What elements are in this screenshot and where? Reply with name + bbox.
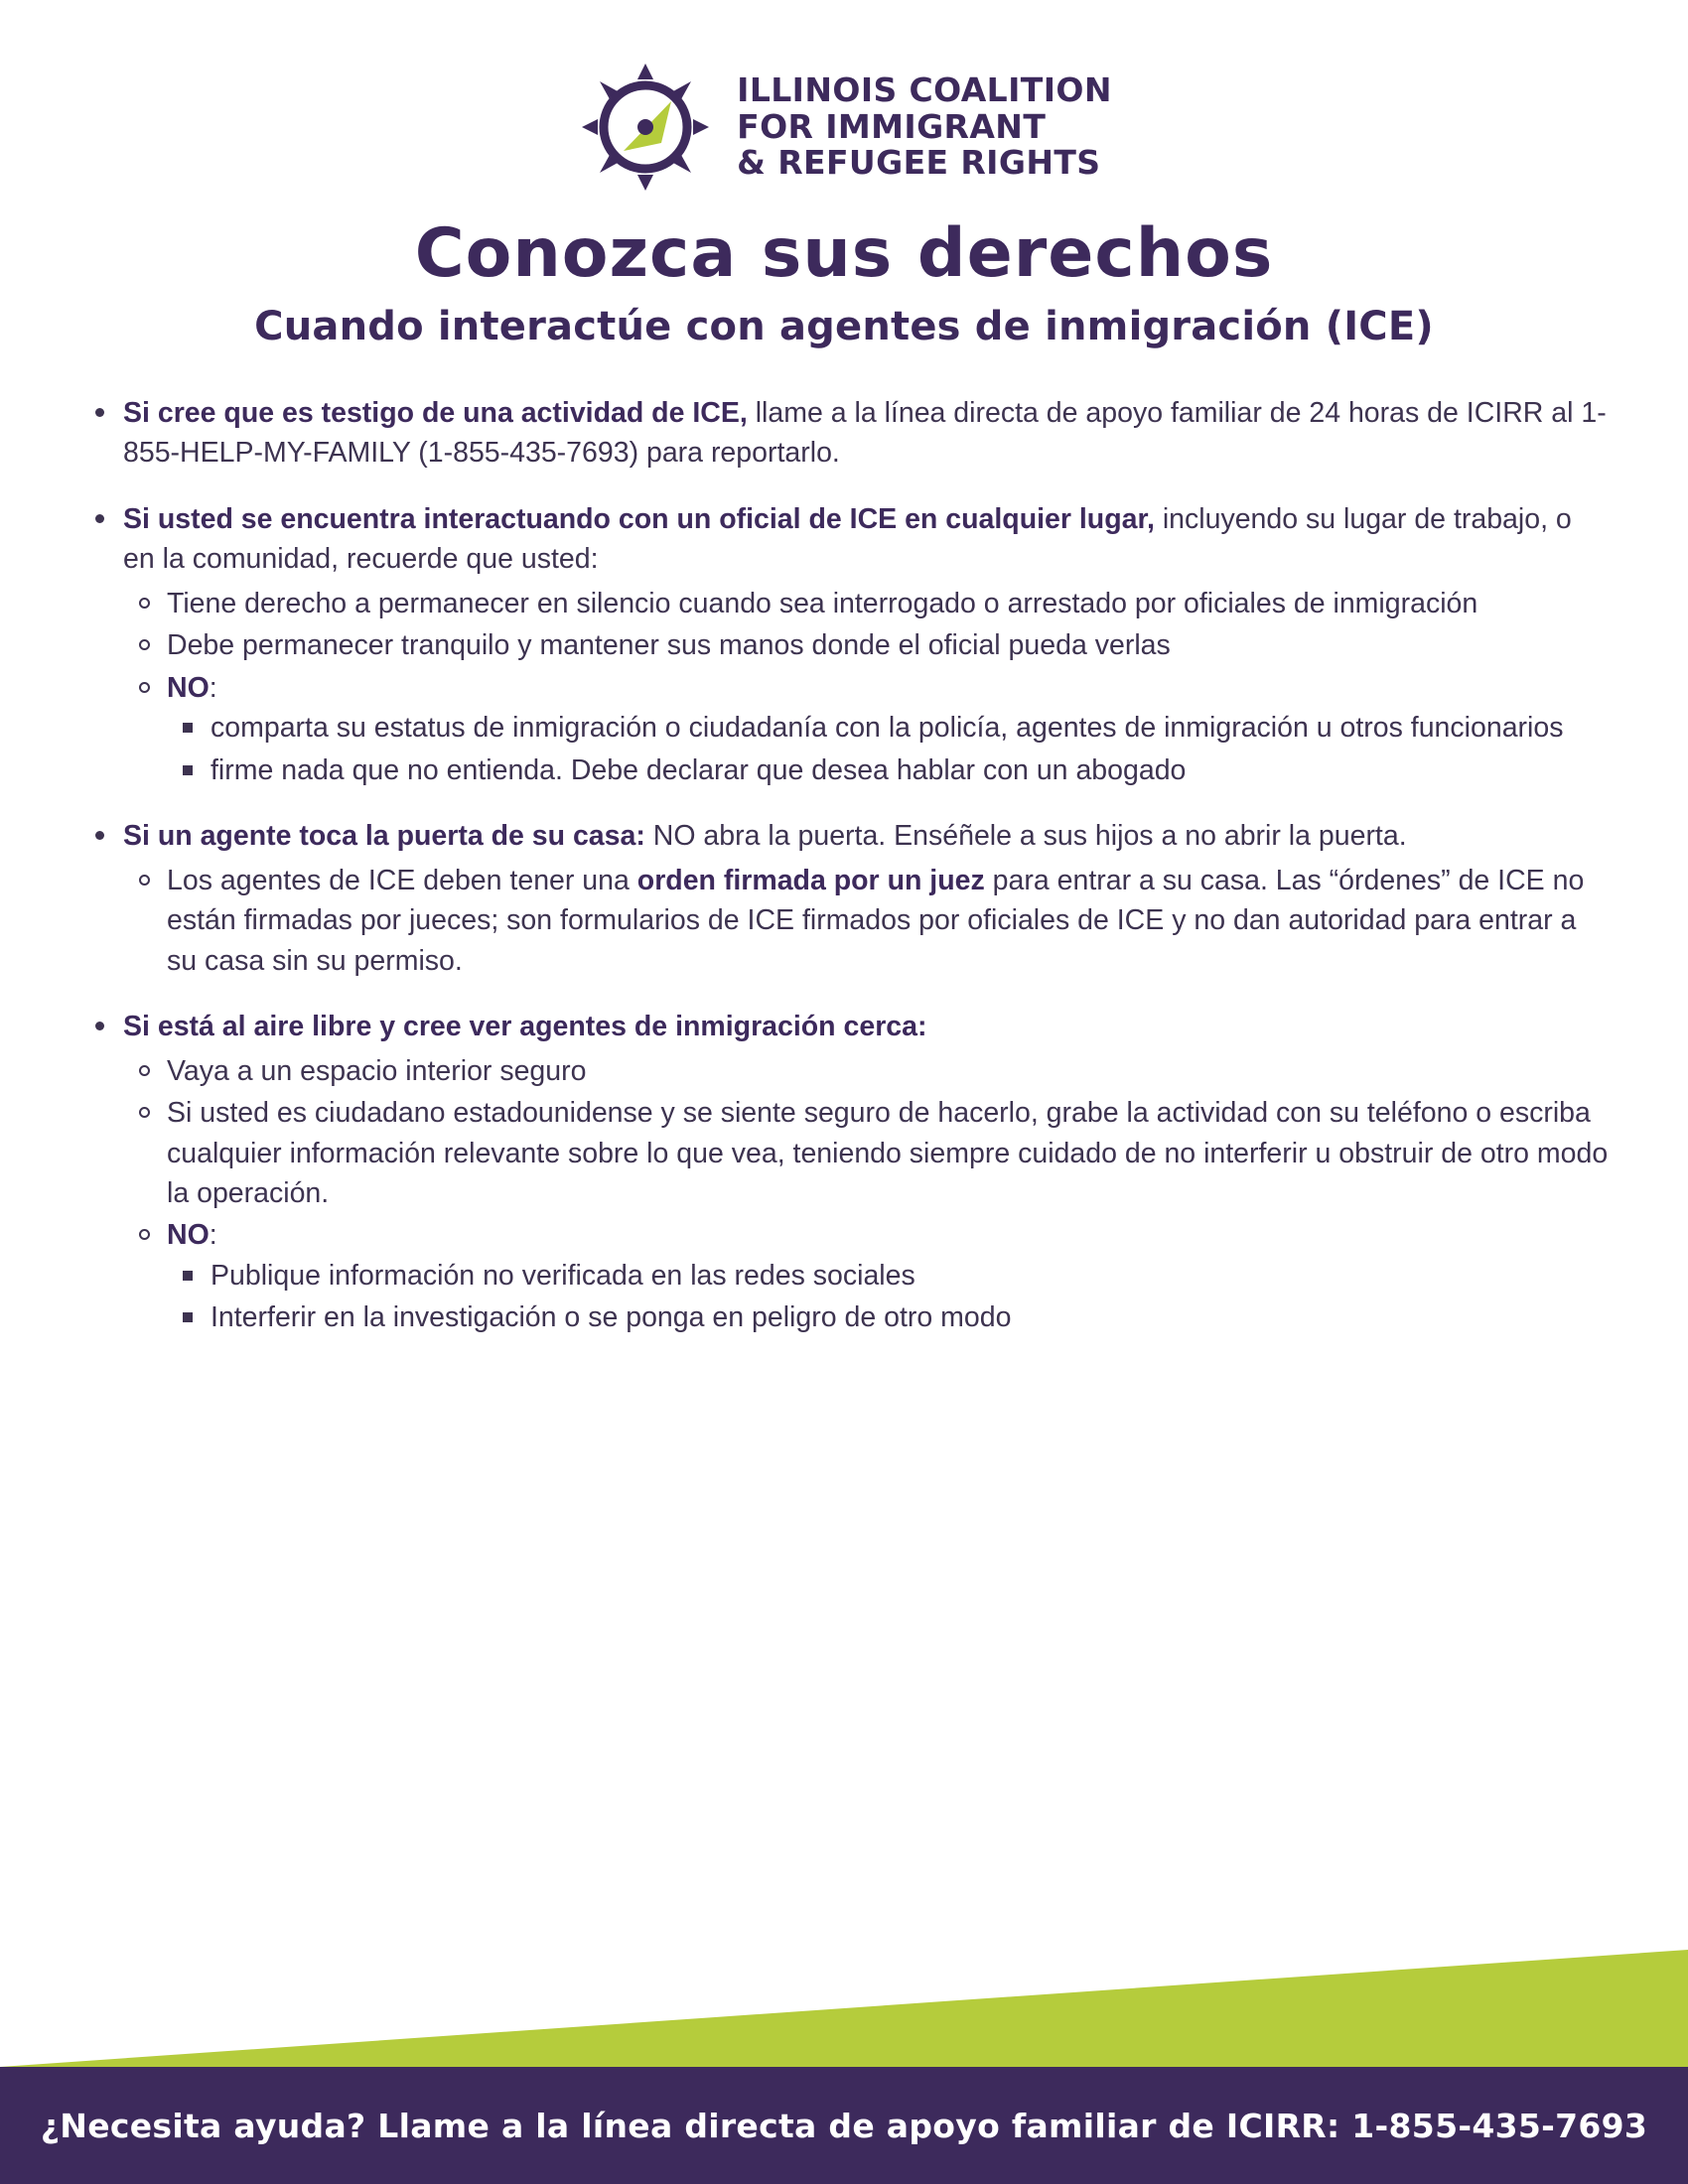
- footer-hotline-text: ¿Necesita ayuda? Llame a la línea directa de apoyo familiar de ICIRR: 1-855-435-7693: [40, 2106, 1648, 2145]
- footer-green-wedge: [0, 1948, 1688, 2067]
- item3-sublist: [123, 861, 1611, 981]
- item4-no-colon: :: [209, 1219, 217, 1252]
- item4-no-label: NO: [167, 1219, 210, 1252]
- item2-lead: Si usted se encuentra interactuando con un oficial de ICE en cualquier lugar,: [123, 502, 1155, 535]
- list-item: [77, 816, 1611, 981]
- org-name-line-2: FOR IMMIGRANT: [737, 106, 1047, 146]
- list-item: Interferir en la investigación o se ponga en peligro de otro modo: [167, 1297, 1611, 1337]
- item4-lead: Si está al aire libre y cree ver agentes de inmigración cerca:: [123, 1011, 927, 1043]
- organization-logo: [0, 0, 1688, 197]
- list-item: [77, 499, 1611, 790]
- item3-sub-a: Los agentes de ICE deben tener una: [167, 864, 637, 896]
- item1-lead: Si cree que es testigo de una actividad de ICE,: [123, 397, 748, 429]
- list-item: [123, 668, 1611, 790]
- page-title: Conozca sus derechos: [414, 214, 1274, 293]
- list-item: firme nada que no entienda. Debe declarar que desea hablar con un abogado: [167, 751, 1611, 790]
- item3-sub-bold: orden firmada por un juez: [636, 864, 985, 896]
- org-name-line-3: & REFUGEE RIGHTS: [737, 143, 1101, 183]
- item1-text: llame a la línea directa de apoyo familiar de 24 horas de ICIRR al 1-855-HELP-MY-FAMILY (1-855-435-7693) para reportarlo.: [123, 397, 1607, 470]
- item2-no-label: NO: [167, 671, 210, 704]
- list-item: Vaya a un espacio interior seguro: [123, 1051, 1611, 1091]
- item2-no-colon: :: [209, 671, 217, 704]
- item3-text: NO abra la puerta. Enséñele a sus hijos a no abrir la puerta.: [644, 820, 1407, 853]
- list-item: comparta su estatus de inmigración o ciudadanía con la policía, agentes de inmigración u otros funcionarios: [167, 708, 1611, 748]
- list-item: [123, 1215, 1611, 1337]
- list-item: Tiene derecho a permanecer en silencio cuando sea interrogado o arrestado por oficiales de inmigración: [123, 584, 1611, 623]
- organization-name: [737, 69, 1112, 183]
- item3-sub-b: para entrar a su casa. Las “órdenes” de ICE no están firmadas por jueces; son formularios de ICE firmados por oficiales de ICE y no dan autoridad para entrar a su casa sin su permiso.: [167, 864, 1585, 977]
- list-item: [123, 861, 1611, 981]
- footer-bar: [0, 2067, 1688, 2184]
- page-subtitle: Cuando interactúe con agentes de inmigración (ICE): [254, 304, 1434, 349]
- list-item: Debe permanecer tranquilo y mantener sus manos donde el oficial pueda verlas: [123, 625, 1611, 665]
- rights-content: [77, 393, 1611, 1338]
- compass-icon: [576, 58, 715, 197]
- org-name-line-1: ILLINOIS COALITION: [737, 69, 1112, 109]
- item2-sublist: [123, 584, 1611, 790]
- item4-sublist: [123, 1051, 1611, 1338]
- list-item: Si usted es ciudadano estadounidense y se siente seguro de hacerlo, grabe la actividad con su teléfono o escriba cualquier información relevante sobre lo que vea, teniendo siempre cuidado de no interferir u obstruir de otro modo la operación.: [123, 1093, 1611, 1213]
- item4-no-sublist: [167, 1256, 1611, 1338]
- item2-no-sublist: [167, 708, 1611, 790]
- list-item: [77, 393, 1611, 474]
- list-item: [77, 1007, 1611, 1338]
- item3-lead: Si un agente toca la puerta de su casa:: [123, 820, 645, 853]
- rights-list: [77, 393, 1611, 1338]
- list-item: Publique información no verificada en las redes sociales: [167, 1256, 1611, 1296]
- item2-text: incluyendo su lugar de trabajo, o en la comunidad, recuerde que usted:: [123, 502, 1572, 576]
